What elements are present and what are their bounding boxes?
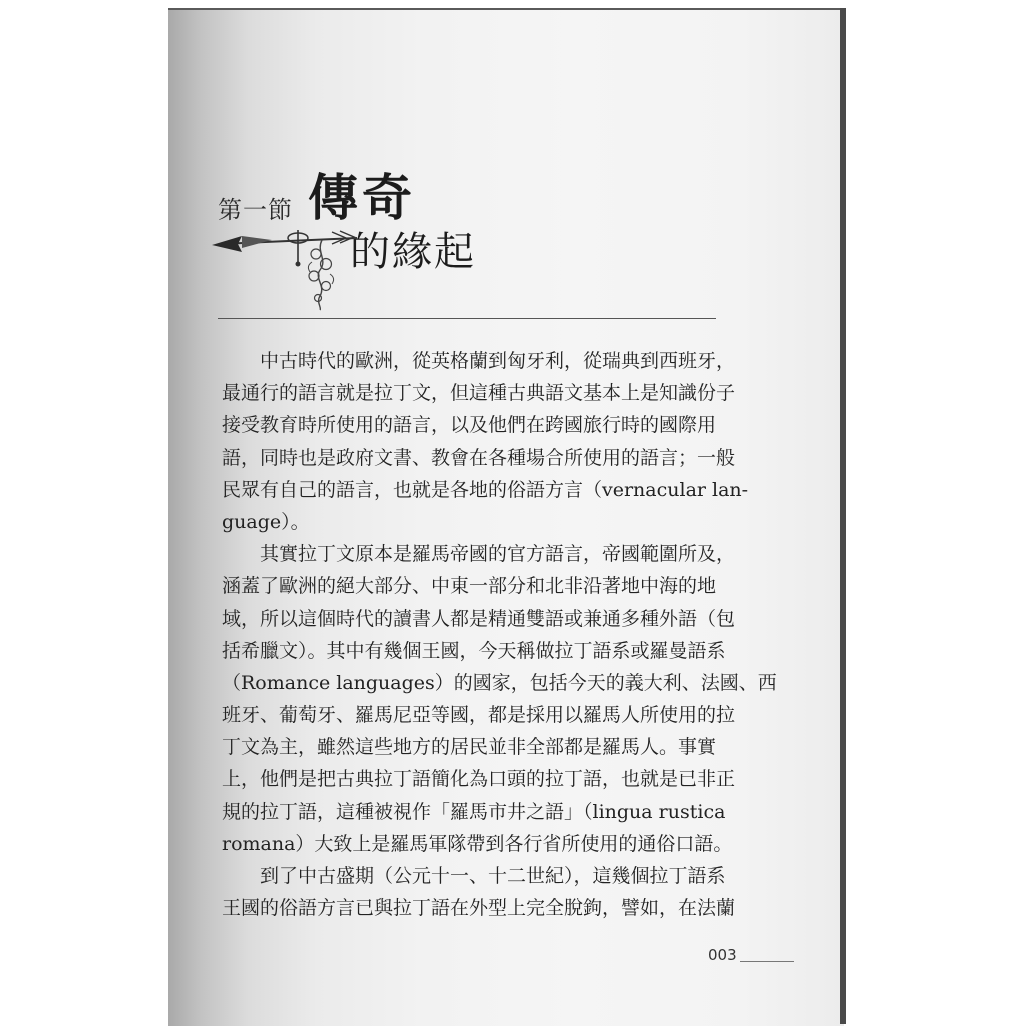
text-line: 涵蓋了歐洲的絕大部分、中東一部分和北非沿著地中海的地 bbox=[222, 575, 717, 598]
text-line: 民眾有自己的語言，也就是各地的俗語方言（vernacular lan- bbox=[222, 478, 749, 501]
text-line: 班牙、葡萄牙、羅馬尼亞等國，都是採用以羅馬人所使用的拉 bbox=[222, 704, 736, 727]
text-line: guage）。 bbox=[222, 510, 310, 533]
text-line: 其實拉丁文原本是羅馬帝國的官方語言，帝國範圍所及， bbox=[260, 543, 736, 566]
scan-margin bbox=[0, 0, 168, 1024]
text-line: 到了中古盛期（公元十一、十二世紀），這幾個拉丁語系 bbox=[260, 865, 726, 887]
section-label: 第一節 bbox=[218, 196, 293, 224]
text-line: 王國的俗語方言已與拉丁語在外型上完全脫鉤，譬如，在法蘭 bbox=[222, 897, 736, 920]
text-line: 上，他們是把古典拉丁語簡化為口頭的拉丁語，也就是已非正 bbox=[222, 768, 736, 791]
text-line: 接受教育時所使用的語言，以及他們在跨國旅行時的國際用 bbox=[222, 414, 717, 437]
text-line: 規的拉丁語，這種被視作「羅馬市井之語」（lingua rustica bbox=[222, 800, 726, 823]
text-line: 域，所以這個時代的讀書人都是精通雙語或兼通多種外語（包 bbox=[222, 607, 736, 630]
arrow-with-floral-vine-icon bbox=[212, 222, 362, 312]
page-number-rule bbox=[740, 961, 794, 962]
chapter-title-line-1: 傳奇 bbox=[308, 169, 416, 227]
page-number: 003 bbox=[708, 946, 737, 964]
text-line: 最通行的語言就是拉丁文，但這種古典語文基本上是知識份子 bbox=[222, 382, 736, 405]
text-line: 語，同時也是政府文書、教會在各種場合所使用的語言；一般 bbox=[222, 446, 736, 469]
page-edge bbox=[840, 8, 846, 1024]
chapter-title-line-2: 的緣起 bbox=[350, 229, 476, 275]
text-line: 丁文為主，雖然這些地方的居民並非全部都是羅馬人。事實 bbox=[222, 736, 717, 759]
text-line: 中古時代的歐洲，從英格蘭到匈牙利，從瑞典到西班牙， bbox=[260, 350, 736, 372]
body-text bbox=[222, 345, 777, 924]
text-line: （Romance languages）的國家，包括今天的義大利、法國、西 bbox=[222, 671, 777, 694]
text-line: romana）大致上是羅馬軍隊帶到各行省所使用的通俗口語。 bbox=[222, 832, 733, 855]
text-line: 括希臘文）。其中有幾個王國，今天稱做拉丁語系或羅曼語系 bbox=[222, 639, 726, 662]
title-divider bbox=[218, 318, 716, 319]
